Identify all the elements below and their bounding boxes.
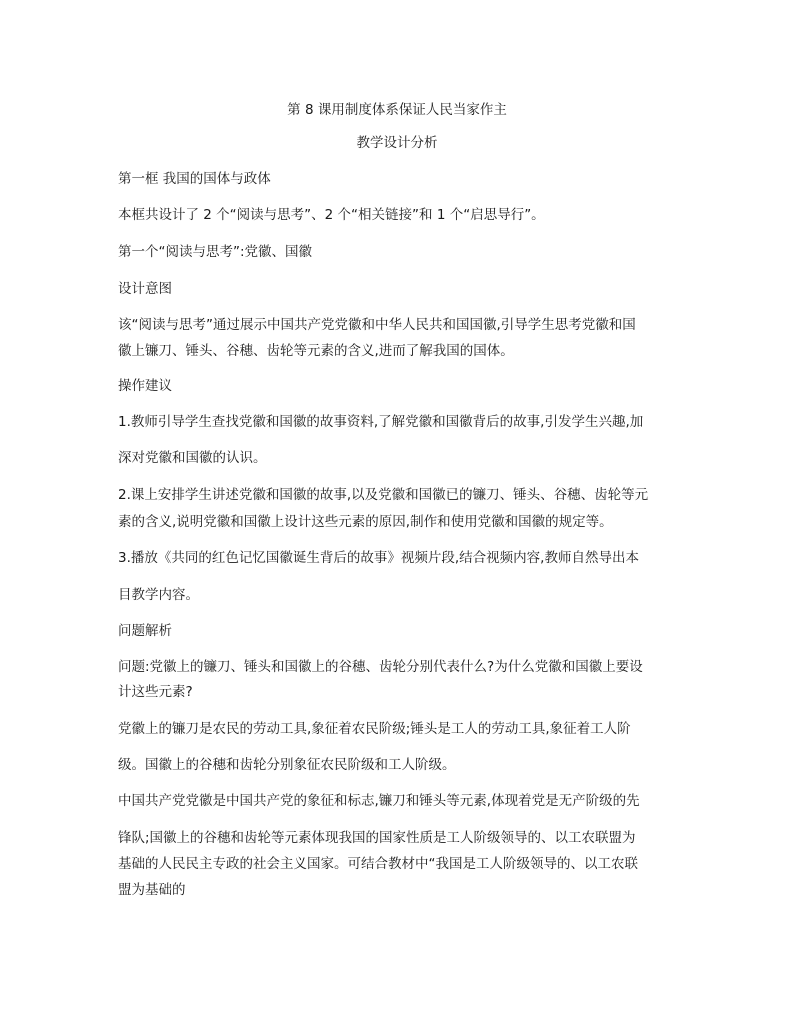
document-subtitle: 教学设计分析: [356, 135, 438, 151]
paragraph-line: 2.课上安排学生讲述党徽和国徽的故事,以及党徽和国徽已的镰刀、锤头、谷穗、齿轮等元: [118, 487, 649, 503]
paragraph-line: 党徽上的镰刀是农民的劳动工具,象征着农民阶级;锤头是工人的劳动工具,象征着工人阶: [118, 721, 631, 737]
paragraph-line: 中国共产党党徽是中国共产党的象征和标志,镰刀和锤头等元素,体现着党是无产阶级的先: [118, 793, 640, 809]
document-title: 第 8 课用制度体系保证人民当家作主: [287, 102, 507, 118]
paragraph-line: 本框共设计了 2 个“阅读与思考”、2 个“相关链接”和 1 个“启思导行”。: [118, 207, 545, 223]
paragraph-line: 3.播放《共同的红色记忆国徽诞生背后的故事》视频片段,结合视频内容,教师自然导出本: [118, 550, 639, 566]
paragraph-line: 素的含义,说明党徽和国徽上设计这些元素的原因,制作和使用党徽和国徽的规定等。: [118, 514, 613, 530]
subsection-heading: 设计意图: [118, 281, 172, 297]
subsection-heading: 问题解析: [118, 623, 172, 639]
subsection-heading: 第一个“阅读与思考”:党徽、国徽: [118, 244, 313, 260]
paragraph-line: 盟为基础的: [118, 882, 186, 898]
paragraph-line: 锋队;国徽上的谷穗和齿轮等元素体现我国的国家性质是工人阶级领导的、以工农联盟为: [118, 830, 636, 846]
paragraph-line: 1.教师引导学生查找党徽和国徽的故事资料,了解党徽和国徽背后的故事,引发学生兴趣,加: [118, 414, 644, 430]
subsection-heading: 操作建议: [118, 378, 172, 394]
paragraph-line: 该“阅读与思考”通过展示中国共产党党徽和中华人民共和国国徽,引导学生思考党徽和国: [118, 317, 636, 333]
paragraph-line: 问题:党徽上的镰刀、锤头和国徽上的谷穗、齿轮分别代表什么?为什么党徽和国徽上要设: [118, 659, 643, 675]
paragraph-line: 目教学内容。: [118, 587, 199, 603]
paragraph-line: 级。国徽上的谷穗和齿轮分别象征农民阶级和工人阶级。: [118, 757, 456, 773]
paragraph-line: 徽上镰刀、锤头、谷穗、齿轮等元素的含义,进而了解我国的国体。: [118, 343, 514, 359]
paragraph-line: 计这些元素?: [118, 684, 193, 700]
paragraph-line: 深对党徽和国徽的认识。: [118, 450, 267, 466]
paragraph-line: 基础的人民民主专政的社会主义国家。可结合教材中“我国是工人阶级领导的、以工农联: [118, 856, 638, 872]
section-heading: 第一框 我国的国体与政体: [118, 171, 271, 187]
